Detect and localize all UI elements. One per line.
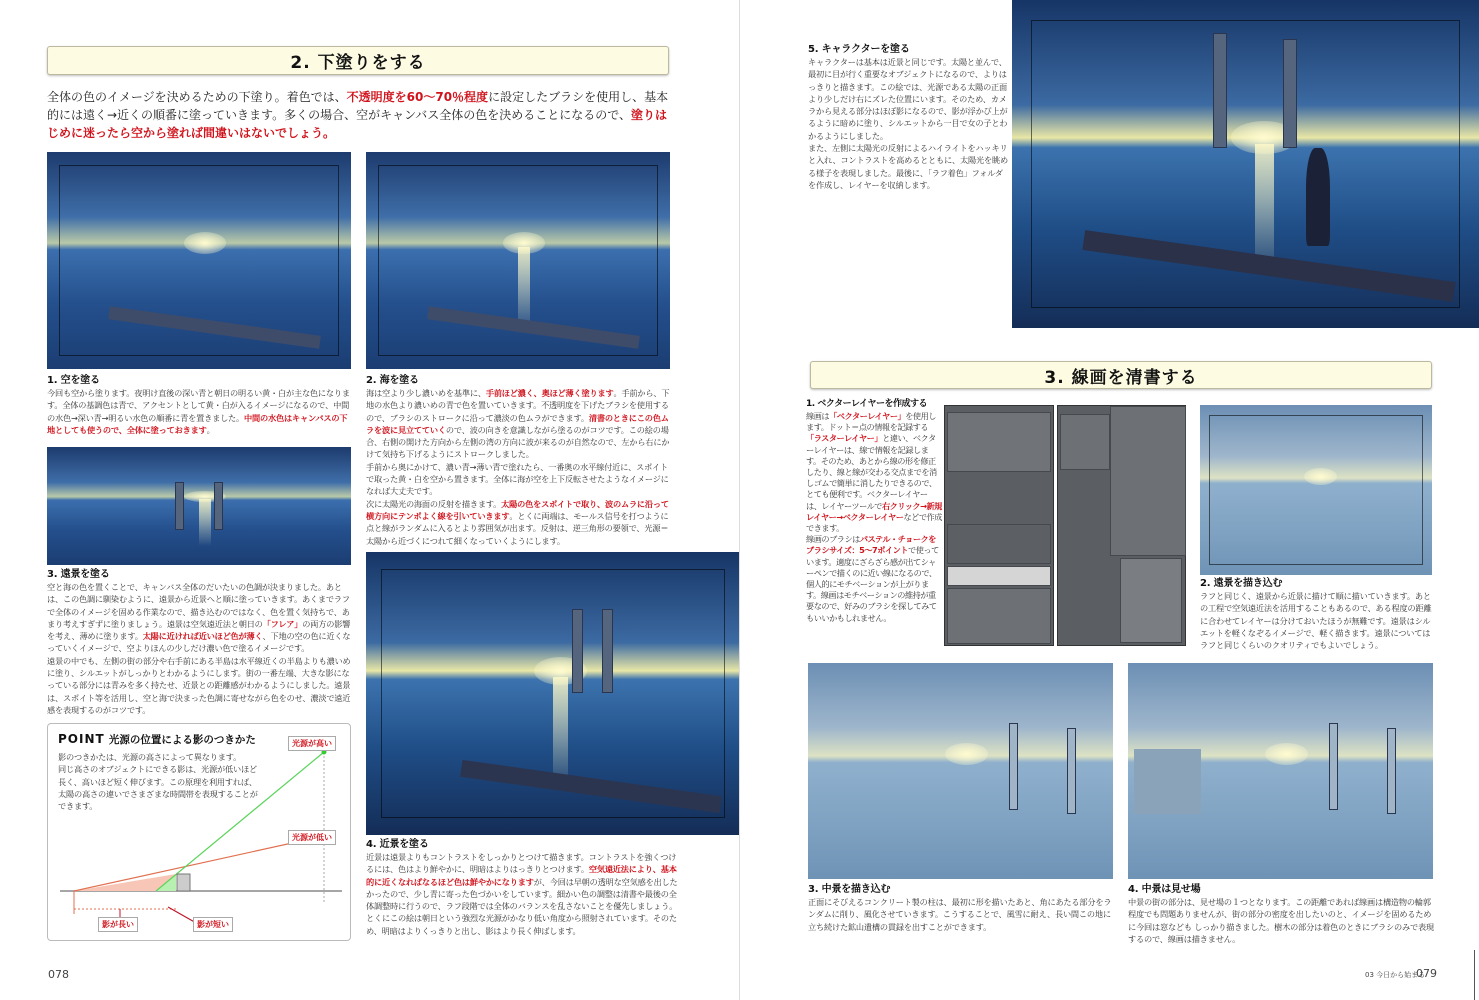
chapter-label: 03 今日から始まる (1365, 971, 1426, 979)
caption-body (47, 387, 353, 436)
software-layer-menu-screenshot (1057, 405, 1186, 646)
body-text: 。とくに両端は、モールス信号を打つように点と線がランダムに入るとより雰囲気が出ます。反射は、逆三角形の要領で、光源＝太陽から近づくにつれて細くなっていくようにします。 (366, 510, 669, 546)
body-text: と違い、ベクターレイヤーは、線で情報を記録します。そのため、あとから線の形を修正したり、線と線が交わる交点までを消しゴムで簡単に消したりできるので、とても便利です。ベクターレイヤーは、レイヤーツールで (806, 433, 937, 511)
caption-1 (47, 374, 353, 436)
illustration-foreground (366, 552, 740, 835)
section-heading-underpainting: 2. 下塗りをする (47, 46, 669, 75)
body-text: を使用します。ドット＝点の情報を記録する (806, 411, 936, 433)
page-edge (1474, 950, 1475, 1000)
caption-title: 1. 空を塗る (47, 375, 100, 386)
caption-body (47, 581, 353, 716)
caption-title: 2. 遠景を描き込む (1200, 578, 1283, 589)
caption-3 (47, 568, 353, 716)
caption-body (366, 387, 674, 547)
illustration-sea (366, 152, 670, 369)
software-brush-panel-screenshot (944, 405, 1054, 646)
highlight-text: 「フレア」 (262, 618, 303, 629)
page-number-left: 078 (48, 968, 69, 981)
highlight-text: 「ラスターレイヤー」 (806, 433, 883, 444)
caption-body (1128, 896, 1438, 945)
caption-5 (808, 43, 1008, 191)
label-shadow-short: 影が短い (193, 917, 233, 932)
caption-title: 3. 遠景を塗る (47, 569, 110, 580)
body-text: 線画は (806, 411, 830, 421)
caption-2 (366, 374, 674, 547)
page-number-right: 079 (1416, 967, 1437, 980)
caption-lineart-1 (806, 398, 942, 624)
caption-title: 2. 海を塗る (366, 375, 419, 386)
section-heading-lineart: 3. 線画を清書する (810, 361, 1432, 389)
body-text: 正面にそびえるコンクリート製の柱は、最初に形を描いたあと、角にあたる部分をランダムに削り、風化させていきます。こうすることで、風雪に耐え、長い間この地に立ち続けた鉱山遺構の貫録を出すことができます。 (808, 897, 1112, 932)
caption-title: 1. ベクターレイヤーを作成する (806, 399, 928, 409)
caption-lineart-4 (1128, 883, 1438, 945)
gutter (739, 0, 740, 1000)
highlight-text: 不透明度を60～70％程度 (346, 90, 489, 104)
illustration-lineart-distant (1200, 405, 1432, 575)
highlight-text: 右クリック→新規レイヤー→ベクターレイヤー (806, 500, 942, 522)
highlight-text: 空気遠近法により、基本的に近くなればなるほど色は鮮やかになります (366, 864, 677, 887)
caption-body (808, 56, 1008, 191)
body-text: 。 (206, 424, 215, 435)
highlight-text: 太陽の色をスポイトで取り、波のムラに沿って横方向にテンポよく線を引いていきます (366, 498, 669, 521)
illustration-lineart-town (1128, 663, 1433, 879)
body-text: キャラクターは基本は近景と同じです。太陽と並んで、最初に目が行く重要なオブジェクトになるので、よりはっきりと描きます。この絵では、光源である太陽の正面より少しだけ右にズレた位置にいます。そのため、カメラから見える部分はほぼ影になるので、影が浮かび上がるように暗めに塗り、シルエットから一目で女の子とわかるようにしました。 また、左側に太陽光の反射によるハイライトをハッキリと入れ、コントラストを高めるとともに、太陽光を眺める様子を表現しました。最後に、「ラフ着色」フォルダを作成し、レイヤーを収納します。 (808, 57, 1008, 190)
body-text: 近景は遠景よりもコントラストをしっかりとつけて描きます。コントラストを強くつけるには、色はより鮮やかに、明暗はよりはっきりとつけます。 (366, 852, 677, 875)
illustration-sky (47, 152, 351, 369)
highlight-text: パステル・チョークをブラシサイズ：5～7ポイント (806, 534, 936, 556)
caption-title: 4. 中景は見せ場 (1128, 884, 1201, 895)
body-text: 、下地の空の色に近くなっていくイメージで、空よりほんの少しだけ濃い色で塗るイメージです。 遠景の中でも、左側の街の部分や右手前にある半島は水平線近くの半島よりも濃いめに塗り、シルエットがしっかりとわかるようにします。街の一番左端、大きな影になっている部分には青みを多く持たせ、近景との距離感がわかるようにしました。遠景は、スポイト等を活用し、空と海で決まった色調に寄せながら色をのせ、濃淡で遠近感を表現するのがコツです。 (47, 631, 351, 715)
label-light-high: 光源が高い (288, 736, 336, 751)
highlight-text: 太陽に近ければ近いほど色が薄く (142, 631, 263, 642)
point-badge: POINT (58, 732, 105, 746)
highlight-text: 中間の水色はキャンバスの下地としても使うので、全体に塗っておきます (47, 412, 348, 435)
highlight-text: 清書のときにこの色ムラを波に見立てていく (366, 412, 669, 435)
caption-4 (366, 838, 678, 937)
label-shadow-long: 影が長い (98, 917, 138, 932)
body-text: 海は空より少し濃いめを基準に、 (366, 388, 486, 398)
point-box (47, 723, 351, 941)
caption-body (1200, 590, 1436, 651)
body-text: に設定したブラシを使用し、基本的には遠く→近くの順番に塗っていきます。多くの場合、空がキャンバス全体の色を決めることになるので、 (47, 90, 669, 122)
body-text: 今回も空から塗ります。夜明け直後の深い青と朝日の明るい黄・白が主な色になります。全体の基調色は青で、アクセントとして黄・白が入るイメージになるので、中間の水色→深い青→明るい水色の順番に青を置きました。 (47, 388, 350, 423)
body-text: ので、波の向きを意識しながら塗るのがコツです。この絵の場合、右側の開けた方向から左側の湾の方向に波が来るのが自然なので、左から右にかけて気持ち下げるようにストロークしました。 手前から奥にかけて、濃い青→薄い青で塗れたら、一番奥の水平線付近に、スポイトで取った黄・白を空から置きます。全体に海が空を上下反転させたようなイメージになれば大丈夫です。 次に太陽光の海面の反射を描きます。 (366, 424, 670, 509)
body-text: ラフと同じく、遠景から近景に描けて順に描いていきます。あとの工程で空気遠近法を活用することもあるので、ある程度の距離に合わせてレイヤーは分けておいたほうが無難です。遠景はシルエットを軽くなぞるイメージで、軽く描きます。遠景についてはラフと同じくらいのクオリティでもよいでしょう。 (1200, 591, 1432, 651)
caption-title: 3. 中景を描き込む (808, 884, 891, 895)
body-text: が、今回は早朝の透明な空気感を出したかったので、少し青に寄った色づかいをしています。細かい色の調整は清書や最後の全体調整時に行うので、ラフ段階では全体のバランスを乱さないことを優先しましょう。とくにこの絵は朝日という強烈な光源がかなり低い角度から照射されています。そのため、明暗はよりくっきりと出し、影はより長く伸ばします。 (366, 876, 678, 936)
label-light-low: 光源が低い (288, 830, 336, 845)
body-text: 全体の色のイメージを決めるための下塗り。着色では、 (47, 90, 347, 104)
illustration-distant (47, 447, 351, 565)
caption-title: 4. 近景を塗る (366, 839, 429, 850)
body-text: 中景の街の部分は、見せ場の１つとなります。この距離であれば線画は構造物の輪郭程度でも問題ありませんが、街の部分の密度を出したいのと、イメージを固めるために今回は窓なども しっかり描きました。樹木の部分は着色のときにブラシのみで表現するので、線画は描きません。 (1128, 897, 1434, 944)
caption-title: 5. キャラクターを塗る (808, 44, 910, 55)
caption-lineart-2 (1200, 577, 1436, 651)
body-text: 空と海の色を置くことで、キャンバス全体のだいたいの色調が決まりました。あとは、この色調に馴染むように、遠景から近景へと順に塗っていきます。あくまでラフで全体のイメージを固める作業なので、描き込むのではなく、色を置く気持ちで、あまり考えすぎずに塗りましょう。遠景は空気遠近法と朝日の (47, 582, 350, 629)
body-text: 。手前から、下地の水色より濃いめの青で色を置いていきます。不透明度を下げたブラシを使用するので、ブラシのストロークに沿って濃淡の色ムラができます。 (366, 388, 670, 423)
highlight-text: 塗りはじめに迷ったら空から塗れば間違いはないでしょう。 (47, 108, 668, 140)
body-text: などで作成できます。 線画のブラシは (806, 511, 942, 545)
caption-body (366, 851, 678, 937)
intro-text (47, 88, 671, 142)
caption-body (808, 896, 1118, 933)
illustration-lineart-midground (808, 663, 1113, 879)
caption-body (806, 411, 942, 624)
point-body: 影のつきかたは、光源の高さによって異なります。 同じ高さのオブジェクトにできる影は、光源が低いほど長く、高いほど短く伸びます。この原理を利用すれば、太陽の高さの違いでさまざまな時間帯を表現することができます。 (58, 752, 258, 812)
body-text: で使っています。適度にざらざら感が出てシャーペンで描くのに近い線になるので、個人的にモチベーションが上がります。線画はモチベーションの維持が重要なので、好みのブラシを探してみてもいいかもしれません。 (806, 545, 939, 623)
highlight-text: 手前ほど濃く、奥ほど薄く塗ります (485, 388, 614, 398)
body-text: の両方の影響を考え、薄めに塗ります。 (47, 618, 351, 642)
point-title: 光源の位置による影のつきかた (108, 734, 256, 746)
illustration-character (1012, 0, 1479, 328)
highlight-text: 「ベクターレイヤー」 (829, 411, 906, 421)
caption-lineart-3 (808, 883, 1118, 933)
